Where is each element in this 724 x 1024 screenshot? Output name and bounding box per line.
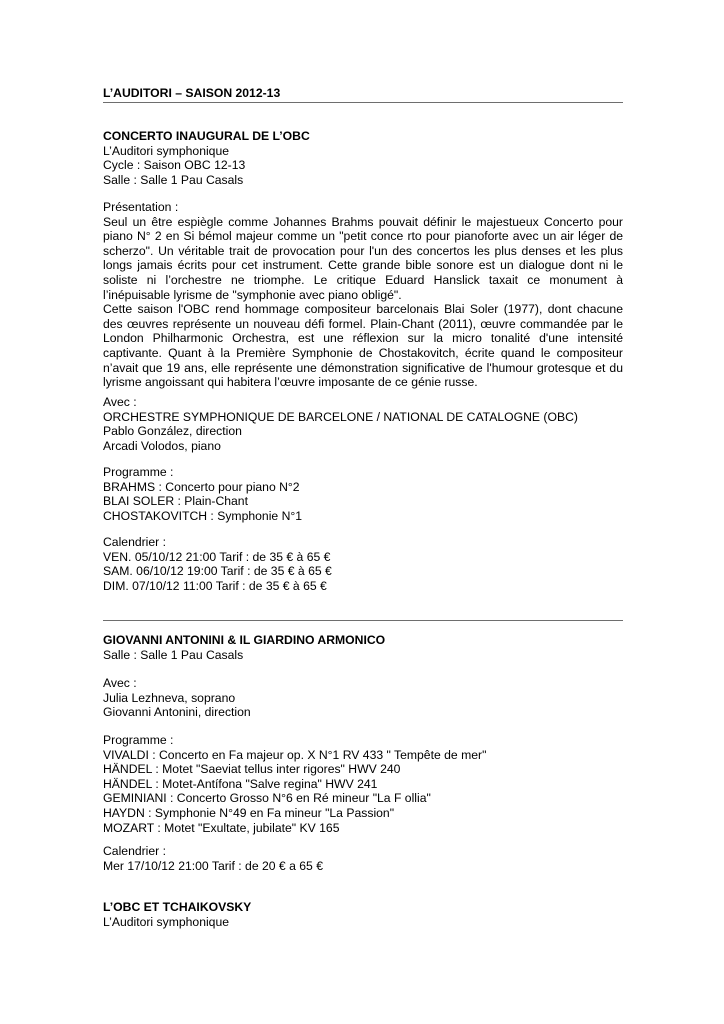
presentation-line: soliste ni l’orchestre ne triomphe. Le critique Eduard Hanslick taxait ce monument à bbox=[103, 272, 623, 287]
programme-item: GEMINIANI : Concerto Grosso N°6 en Ré mineur "La F ollia" bbox=[103, 791, 431, 806]
presentation-line: scherzo". Un véritable trait de provocation pour l'un des concertos les plus denses et les plus bbox=[103, 243, 623, 258]
programme-label: Programme : bbox=[103, 733, 174, 747]
programme-item: HÄNDEL : Motet "Saeviat tellus inter rigores" HWV 240 bbox=[103, 762, 401, 777]
concert-1-venue: L’Auditori symphonique bbox=[103, 143, 230, 158]
avec-label: Avec : bbox=[103, 676, 137, 690]
concert-2-performers bbox=[103, 676, 623, 720]
performer-line: Pablo González, direction bbox=[103, 424, 242, 439]
concert-1-hall: Salle : Salle 1 Pau Casals bbox=[103, 172, 244, 187]
concert-1-presentation bbox=[103, 200, 623, 390]
calendrier-label: Calendrier : bbox=[103, 535, 166, 549]
performer-line: Arcadi Volodos, piano bbox=[103, 438, 221, 453]
calendar-entry: VEN. 05/10/12 21:00 Tarif : de 35 € à 65 € bbox=[103, 549, 331, 564]
concert-2-info bbox=[103, 633, 623, 662]
presentation-line: longs jamais écrits pour cet instrument. Cette grande bible sonore est un dialogue dont ni le bbox=[103, 258, 623, 273]
presentation-label: Présentation : bbox=[103, 200, 179, 214]
presentation-line: Seul un être espiègle comme Johannes Brahms pouvait définir le majestueux Concerto pour bbox=[103, 214, 623, 229]
concert-2-hall: Salle : Salle 1 Pau Casals bbox=[103, 647, 244, 662]
calendar-entry: Mer 17/10/12 21:00 Tarif : de 20 € a 65 € bbox=[103, 858, 323, 873]
concert-1-calendar bbox=[103, 535, 623, 593]
concert-2-calendar bbox=[103, 844, 623, 873]
performer-line: ORCHESTRE SYMPHONIQUE DE BARCELONE / NATIONAL DE CATALOGNE (OBC) bbox=[103, 409, 578, 424]
concert-2-title: GIOVANNI ANTONINI & IL GIARDINO ARMONICO bbox=[103, 633, 386, 647]
presentation-line: London Philharmonic Orchestra, est une réflexion sur la micro tonalité d'une intensité bbox=[103, 331, 623, 346]
concert-3-title: L’OBC ET TCHAIKOVSKY bbox=[103, 900, 252, 914]
presentation-line: piano N° 2 en Si bémol majeur comme un "petit conce rto pour pianoforte avec un air léger de bbox=[103, 229, 623, 244]
presentation-line: n’avait que 19 ans, elle représente une démonstration significative de l'humour grotesque et du bbox=[103, 360, 623, 375]
presentation-line: l’inépuisable lyrisme de "symphonie avec piano obligé". bbox=[103, 287, 402, 302]
programme-item: VIVALDI : Concerto en Fa majeur op. X N°1 RV 433 " Tempête de mer" bbox=[103, 747, 487, 762]
presentation-line: captivante. Quant à la Première Symphonie de Chostakovitch, écrite quand le compositeur bbox=[103, 345, 623, 360]
programme-item: HAYDN : Symphonie N°49 en Fa mineur "La Passion" bbox=[103, 805, 395, 820]
programme-item: CHOSTAKOVITCH : Symphonie N°1 bbox=[103, 508, 303, 523]
programme-item: BRAHMS : Concerto pour piano N°2 bbox=[103, 479, 300, 494]
calendrier-label: Calendrier : bbox=[103, 844, 166, 858]
concert-1-info bbox=[103, 129, 623, 187]
programme-label: Programme : bbox=[103, 465, 174, 479]
avec-label: Avec : bbox=[103, 395, 137, 409]
programme-item: MOZART : Motet "Exultate, jubilate" KV 165 bbox=[103, 820, 340, 835]
calendar-entry: SAM. 06/10/12 19:00 Tarif : de 35 € à 65 € bbox=[103, 564, 332, 579]
concert-2-programme bbox=[103, 733, 623, 835]
performer-line: Giovanni Antonini, direction bbox=[103, 705, 251, 720]
concert-1-programme bbox=[103, 465, 623, 523]
header-divider bbox=[103, 102, 623, 103]
programme-item: BLAI SOLER : Plain-Chant bbox=[103, 494, 248, 509]
calendar-entry: DIM. 07/10/12 11:00 Tarif : de 35 € à 65 € bbox=[103, 578, 327, 593]
concert-3-info bbox=[103, 900, 623, 929]
concert-1-title: CONCERTO INAUGURAL DE L’OBC bbox=[103, 129, 310, 143]
presentation-line: Cette saison l'OBC rend hommage compositeur barcelonais Blai Soler (1977), dont chacune bbox=[103, 302, 623, 317]
programme-item: HÄNDEL : Motet-Antífona "Salve regina" HWV 241 bbox=[103, 776, 378, 791]
concert-1-performers bbox=[103, 395, 623, 453]
performer-line: Julia Lezhneva, soprano bbox=[103, 690, 236, 705]
concert-1-cycle: Cycle : Saison OBC 12-13 bbox=[103, 158, 246, 173]
presentation-line: lyrisme angoissant qui habitera l’œuvre imposante de ce génie russe. bbox=[103, 375, 478, 390]
document-header-title: L’AUDITORI – SAISON 2012-13 bbox=[103, 86, 281, 100]
concert-3-venue: L’Auditori symphonique bbox=[103, 914, 230, 929]
presentation-line: des œuvres représente un nouveau défi formel. Plain-Chant (2011), œuvre commandée par le bbox=[103, 316, 623, 331]
section-divider bbox=[103, 620, 623, 621]
